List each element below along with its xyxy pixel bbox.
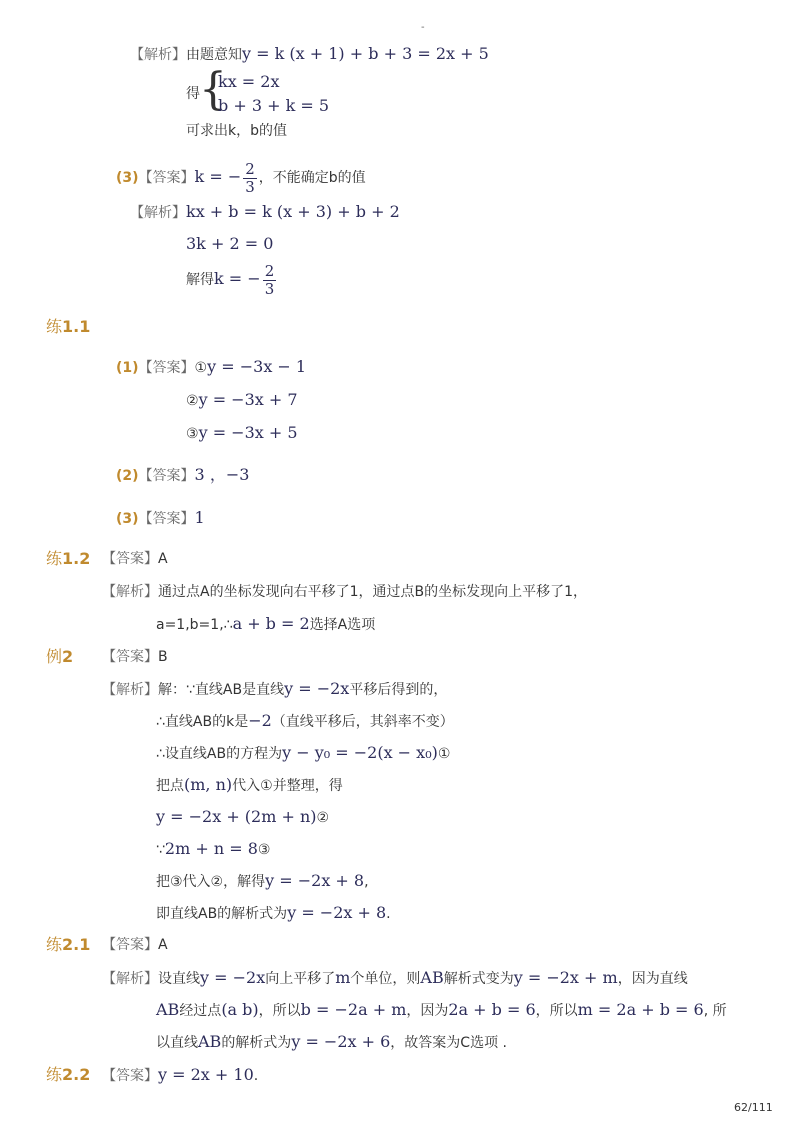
analysis-line: a=1,b=1,∴a + b = 2选择A选项 xyxy=(156,614,376,633)
solution-line: ∵2m + n = 8③ xyxy=(156,839,271,858)
question-number: (3) xyxy=(116,170,139,186)
equation: 3k + 2 = 0 xyxy=(186,234,274,253)
answer-line: (3)【答案】1 xyxy=(116,508,205,527)
solution-line: 即直线AB的解析式为y = −2x + 8. xyxy=(156,903,391,922)
solution-line: 把点(m, n)代入①并整理，得 xyxy=(156,775,343,794)
solution-line: y = −2x + (2m + n)② xyxy=(156,807,330,826)
answer-line: (1)【答案】①y = −3x − 1 xyxy=(116,357,307,376)
analysis-line: 【解析】kx + b = k (x + 3) + b + 2 xyxy=(130,202,400,221)
solution-line: 解得k = − $\frac{2}{3}$ xyxy=(186,261,275,298)
answer-line: ③y = −3x + 5 xyxy=(186,423,298,442)
solution-line: 把③代入②，解得y = −2x + 8, xyxy=(156,871,369,890)
section-title: 练1.1 xyxy=(46,317,91,336)
analysis-line: 【解析】通过点A的坐标发现向右平移了1，通过点B的坐标发现向上平移了1， xyxy=(102,584,587,600)
analysis-tag: 【解析】 xyxy=(130,47,186,63)
system-eq-2: b + 3 + k = 5 xyxy=(218,96,330,115)
de-label: 得 xyxy=(186,86,200,102)
analysis-line: 【解析】设直线y = −2x向上平移了m个单位，则AB解析式变为y = −2x + m，因为直线 xyxy=(102,968,688,987)
conclusion-text: 可求出k，b的值 xyxy=(186,123,287,139)
section-title: 练2.1 xyxy=(46,935,91,954)
section-title: 练1.2 xyxy=(46,549,91,568)
solution-line: ∴直线AB的k是−2（直线平移后，其斜率不变） xyxy=(156,711,454,730)
answer-line: 【答案】A xyxy=(102,551,168,567)
answer-line: (3)【答案】k = − $\frac{2}{3}$ ，不能确定b的值 xyxy=(116,159,366,196)
answer-line: 【答案】B xyxy=(102,649,168,665)
fraction: $\frac{2}{3}$ xyxy=(245,159,255,196)
analysis-line: AB经过点(a b)，所以b = −2a + m，因为2a + b = 6，所以m = 2a + b = 6, 所 xyxy=(156,1000,727,1019)
system-eq-1: kx = 2x xyxy=(218,72,280,91)
answer-line: (2)【答案】3 ，−3 xyxy=(116,465,250,484)
system-brace: { xyxy=(199,64,227,115)
page-number: 62/111 xyxy=(734,1101,773,1114)
solution-line: ∴设直线AB的方程为y − y₀ = −2(x − x₀)① xyxy=(156,743,451,762)
equation: y = k (x + 1) + b + 3 = 2x + 5 xyxy=(242,44,489,63)
section-title: 练2.2 xyxy=(46,1065,91,1084)
header-mark: - xyxy=(421,22,425,33)
answer-line: ②y = −3x + 7 xyxy=(186,390,298,409)
answer-line: 【答案】A xyxy=(102,937,168,953)
analysis-line: 以直线AB的解析式为y = −2x + 6，故答案为C选项 . xyxy=(156,1032,507,1051)
section-title: 例2 xyxy=(46,647,74,666)
analysis-line: 【解析】解：∵直线AB是直线y = −2x平移后得到的， xyxy=(102,679,448,698)
analysis-line: 【解析】由题意知y = k (x + 1) + b + 3 = 2x + 5 xyxy=(130,44,489,63)
answer-line: 【答案】y = 2x + 10. xyxy=(102,1065,259,1084)
fraction: $\frac{2}{3}$ xyxy=(264,261,275,298)
